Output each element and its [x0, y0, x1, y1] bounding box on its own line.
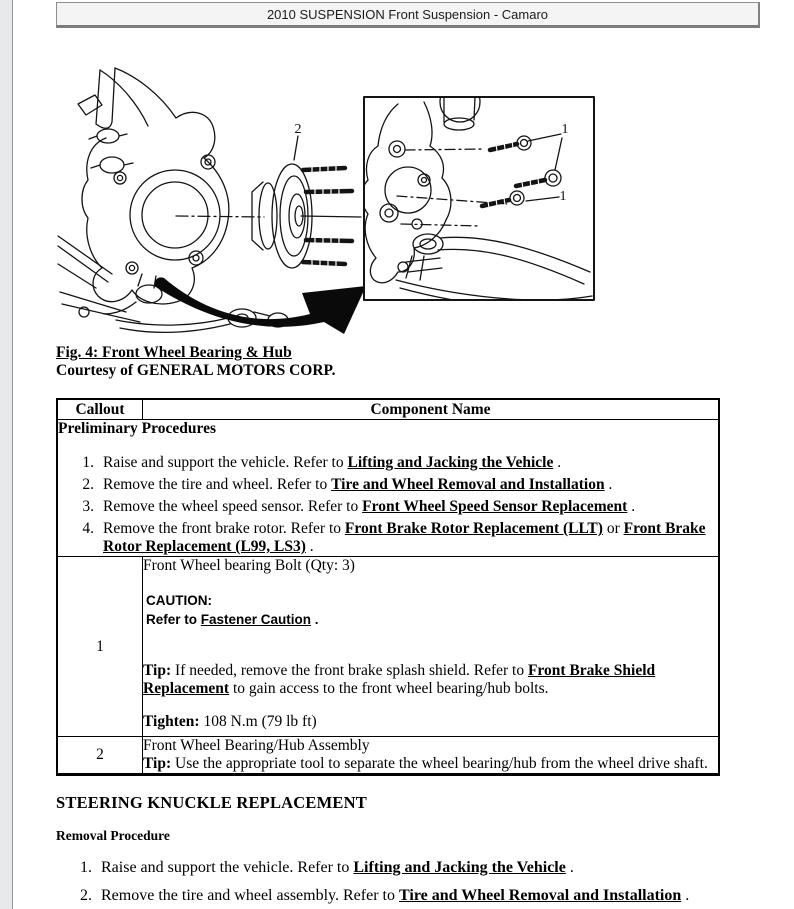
link-front-brake-rotor-l99-ls3[interactable]: Front Brake Rotor Replacement (L99, LS3) [103, 520, 706, 555]
caution-text-pre: Refer to [146, 612, 201, 627]
figure-courtesy: Courtesy of GENERAL MOTORS CORP. [56, 362, 336, 379]
step-text-post: . [604, 476, 613, 493]
link-lifting-and-jacking-2[interactable]: Lifting and Jacking the Vehicle [353, 859, 566, 876]
left-gutter [0, 0, 13, 909]
step-text-pre: Remove the front brake rotor. Refer to [103, 520, 345, 537]
step-text-pre: Remove the tire and wheel. Refer to [103, 476, 332, 493]
link-tire-wheel-removal[interactable]: Tire and Wheel Removal and Installation [331, 476, 605, 493]
tip-paragraph [143, 755, 718, 773]
step-number: 2. [80, 887, 92, 904]
caution-label: CAUTION: [146, 593, 212, 608]
link-fastener-caution[interactable]: Fastener Caution [200, 612, 312, 627]
step-number: 1. [82, 454, 94, 471]
tip-text: Use the appropriate tool to separate the wheel bearing/hub from the wheel drive shaft. [171, 755, 708, 772]
preliminary-step-4 [58, 520, 718, 556]
tip-paragraph [143, 662, 718, 698]
tighten-paragraph [143, 713, 718, 731]
component-1-cell [143, 557, 720, 737]
figure-callout-2-label: 2 [294, 122, 302, 137]
component-2-cell [143, 737, 720, 775]
preliminary-procedures-cell [57, 420, 719, 557]
tighten-label: Tighten: [143, 713, 200, 730]
step-text [103, 498, 718, 516]
step-text-post: . [627, 498, 636, 515]
component-1-name: Front Wheel bearing Bolt (Qty: 3) [143, 557, 355, 574]
preliminary-step-3 [58, 498, 718, 516]
document-page [56, 66, 720, 905]
step-number: 3. [82, 498, 94, 515]
link-front-brake-rotor-llt[interactable]: Front Brake Rotor Replacement (LLT) [344, 520, 603, 537]
callout-2-cell: 2 [57, 737, 143, 775]
step-text-pre: Remove the tire and wheel assembly. Refer to [101, 887, 399, 904]
figure-caption [56, 344, 720, 380]
step-number: 2. [82, 476, 94, 493]
step-number: 1. [80, 859, 92, 876]
step-text-post: . [681, 887, 690, 904]
tighten-value: 108 N.m (79 lb ft) [199, 713, 317, 730]
step-text [103, 476, 718, 494]
step-text-post: . [565, 859, 574, 876]
link-tire-wheel-removal-2[interactable]: Tire and Wheel Removal and Installation [398, 887, 682, 904]
figure-callout-1-top-label: 1 [561, 122, 569, 137]
document-title: 2010 SUSPENSION Front Suspension - Camaro [266, 6, 549, 22]
axis-centerline [176, 216, 264, 217]
component-row-2 [57, 737, 719, 775]
callout-component-table [56, 398, 720, 776]
removal-step-2 [56, 887, 720, 905]
step-text [103, 454, 718, 472]
preliminary-step-2 [58, 476, 718, 494]
preliminary-title: Preliminary Procedures [58, 420, 216, 437]
figure-callout-1-side-label: 1 [559, 189, 567, 204]
preliminary-procedures-row [57, 420, 719, 557]
step-text-post: . [305, 538, 314, 555]
figure-front-wheel-bearing-hub [56, 66, 636, 342]
step-text [101, 859, 720, 877]
removal-step-1 [56, 859, 720, 877]
step-text-mid: or [602, 520, 624, 537]
step-text-pre: Raise and support the vehicle. Refer to [103, 454, 348, 471]
tip-text-post: to gain access to the front wheel bearing/hub bolts. [229, 680, 549, 697]
section-subheading: Removal Procedure [56, 828, 170, 843]
caution-text-post: . [311, 612, 319, 627]
preliminary-step-1 [58, 454, 718, 472]
component-row-1 [57, 557, 719, 737]
table-header-row [57, 399, 719, 420]
caution-block [143, 591, 718, 629]
table-header-component: Component Name [143, 399, 720, 420]
link-lifting-and-jacking[interactable]: Lifting and Jacking the Vehicle [347, 454, 554, 471]
figure-caption-link[interactable]: Fig. 4: Front Wheel Bearing & Hub [56, 344, 292, 361]
document-title-bar [56, 2, 760, 28]
inset-pointer-arrow [155, 277, 366, 334]
step-text [103, 520, 718, 556]
link-front-wheel-speed-sensor[interactable]: Front Wheel Speed Sensor Replacement [362, 498, 628, 515]
step-text [101, 887, 720, 905]
step-text-post: . [553, 454, 562, 471]
step-text-pre: Raise and support the vehicle. Refer to [101, 859, 354, 876]
caution-text [146, 610, 718, 629]
callout-1-cell: 1 [57, 557, 143, 737]
step-text-pre: Remove the wheel speed sensor. Refer to [103, 498, 363, 515]
step-number: 4. [82, 520, 94, 537]
callout-2-leader-line [294, 136, 298, 160]
link-front-brake-shield-replacement[interactable]: Front Brake Shield Replacement [143, 662, 656, 697]
tip-text-pre: If needed, remove the front brake splash shield. Refer to [171, 662, 528, 679]
tip-label: Tip: [143, 662, 172, 679]
tip-label: Tip: [143, 755, 172, 772]
component-2-name: Front Wheel Bearing/Hub Assembly [143, 737, 370, 754]
section-heading: STEERING KNUCKLE REPLACEMENT [56, 793, 367, 812]
table-header-callout: Callout [57, 399, 143, 420]
